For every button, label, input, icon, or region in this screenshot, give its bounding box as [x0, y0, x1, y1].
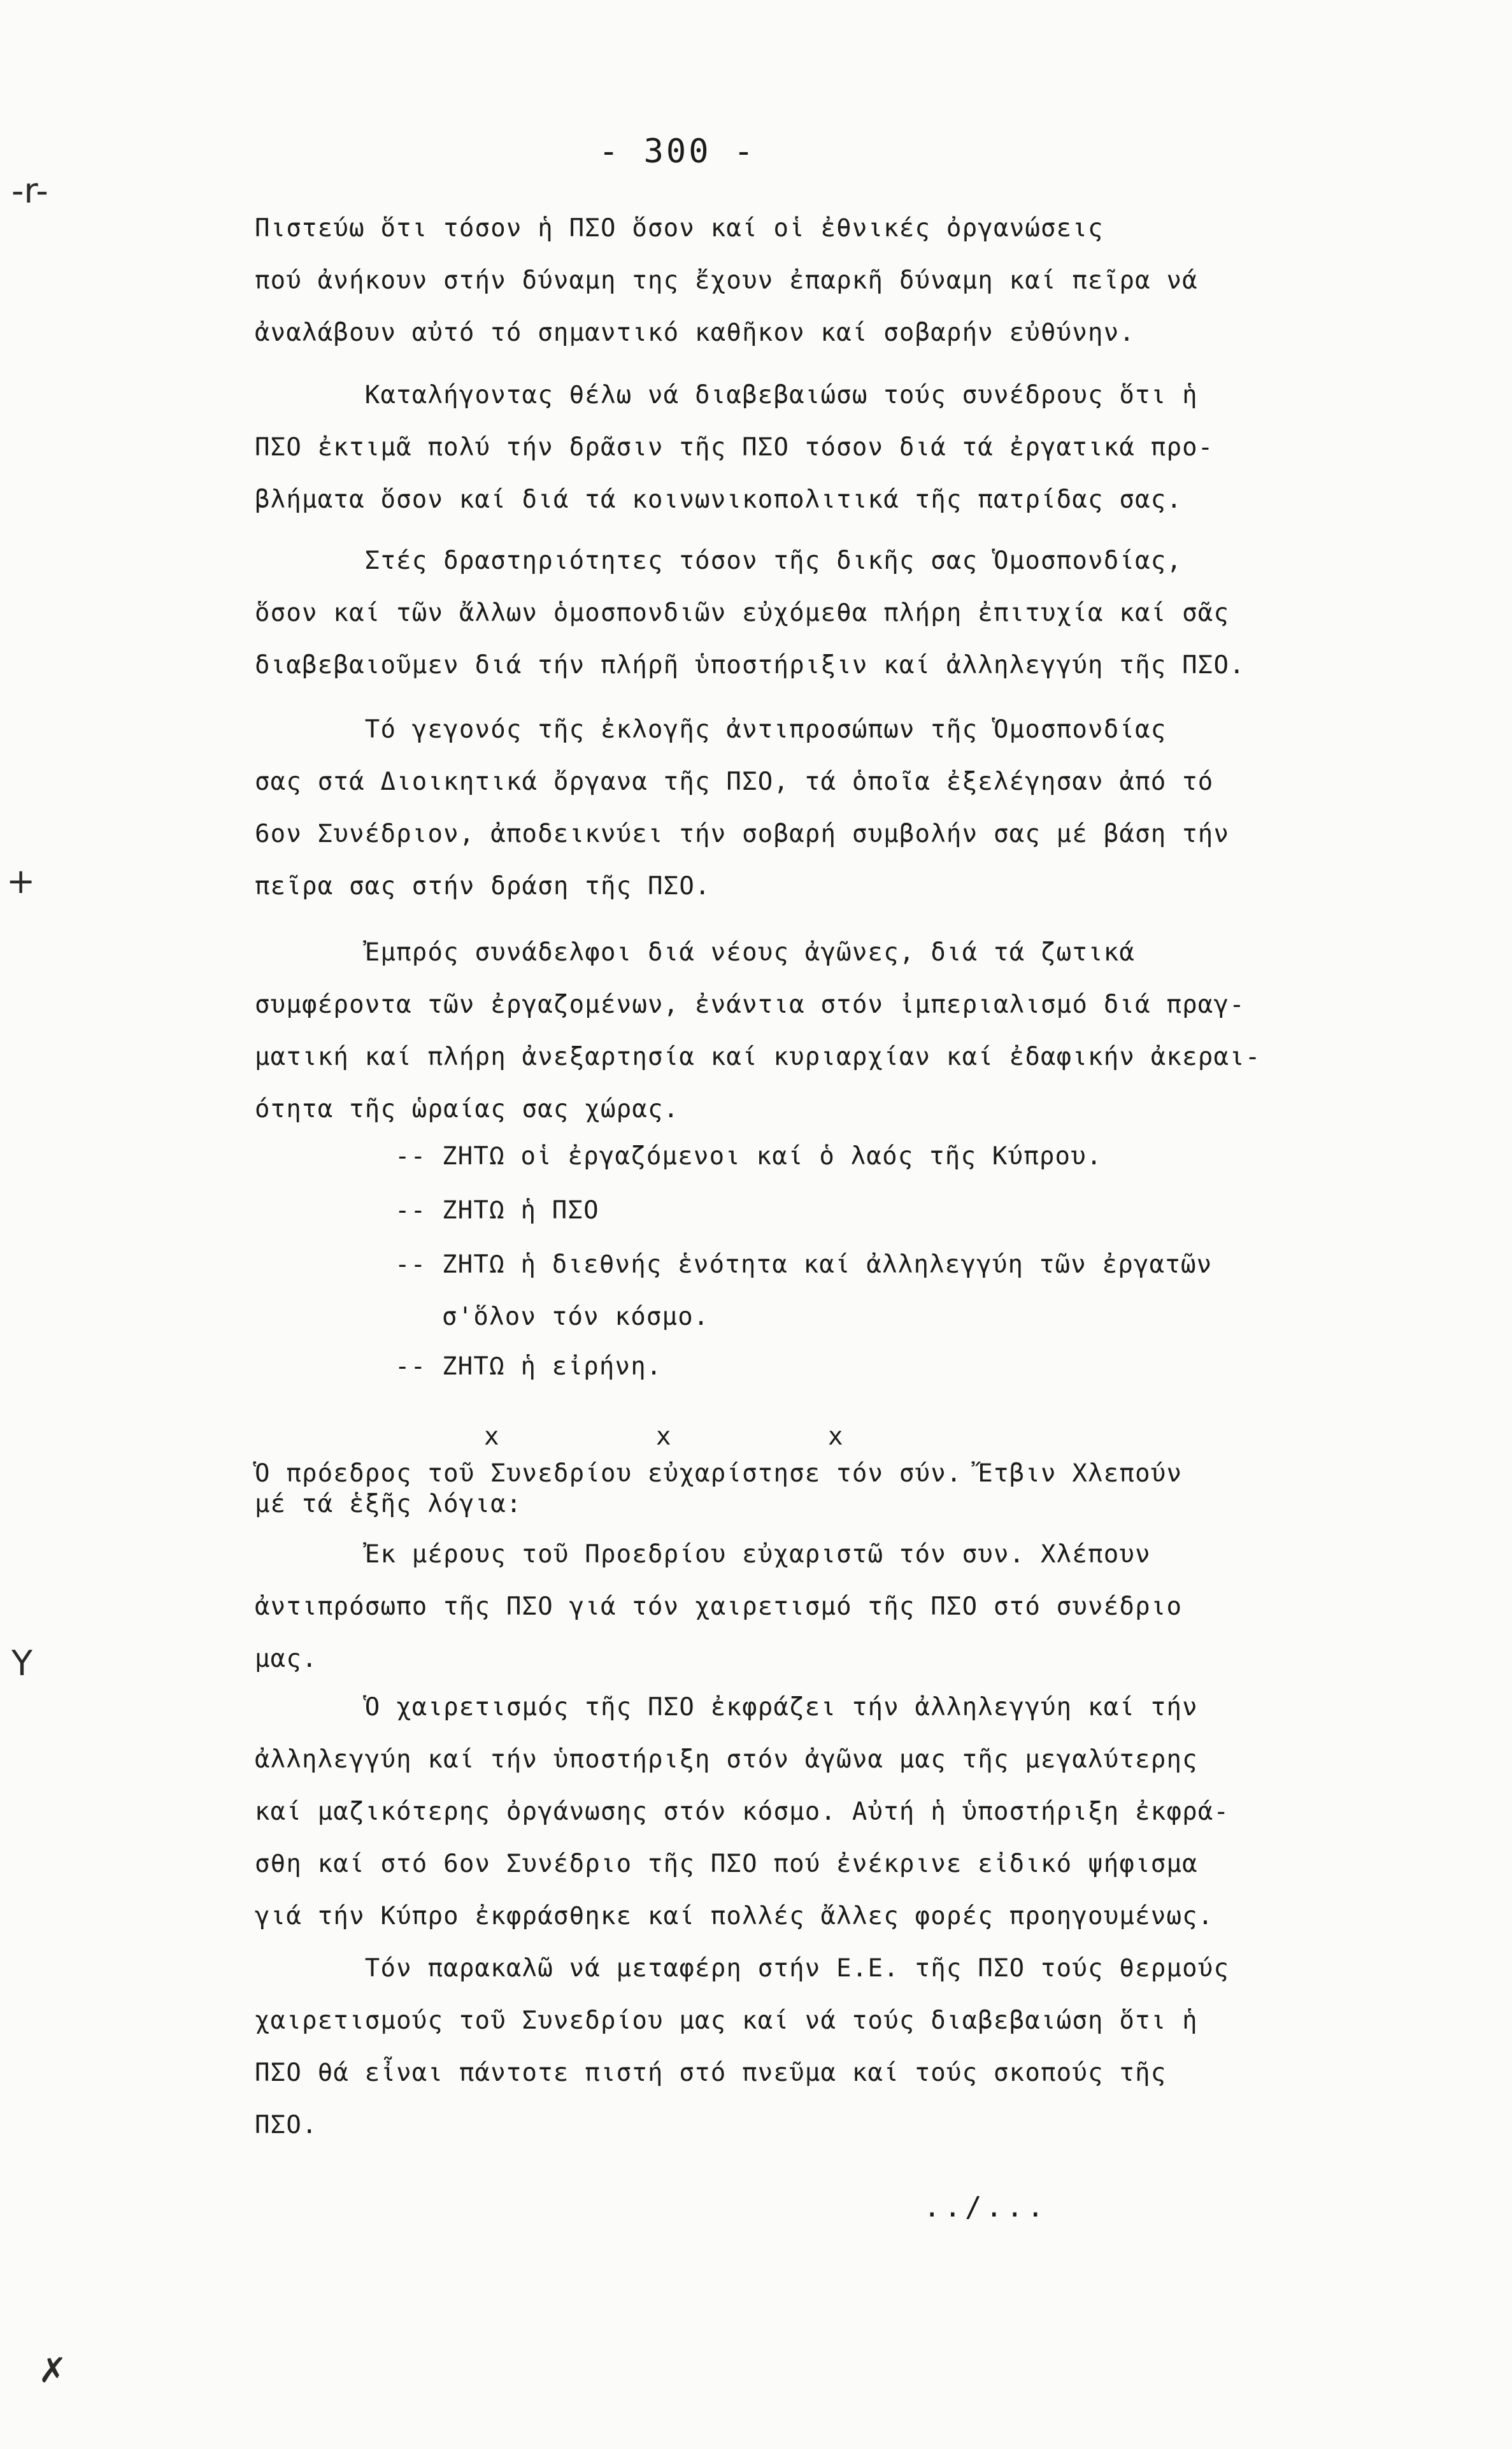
text-line: πεῖρα σας στήν δράση τῆς ΠΣΟ.: [255, 872, 711, 901]
text-line: Πιστεύω ὅτι τόσον ἡ ΠΣΟ ὅσον καί οἱ ἐθνικές ὀργανώσεις: [255, 214, 1104, 243]
text-line: ματική καί πλήρη ἀνεξαρτησία καί κυριαρχίαν καί ἐδαφικήν ἀκεραι-: [255, 1043, 1261, 1071]
text-line: ΠΣΟ.: [255, 2111, 318, 2139]
text-line: -- ΖΗΤΩ οἱ ἐργαζόμενοι καί ὁ λαός τῆς Κύπρου.: [395, 1142, 1102, 1171]
text-line: -- ΖΗΤΩ ἡ διεθνής ἑνότητα καί ἀλληλεγγύη τῶν ἐργατῶν: [395, 1250, 1213, 1279]
text-line: Ἐμπρός συνάδελφοι διά νέους ἀγῶνες, διά τά ζωτικά: [255, 938, 1136, 967]
text-line: Ὁ χαιρετισμός τῆς ΠΣΟ ἐκφράζει τήν ἀλληλεγγύη καί τήν: [255, 1693, 1198, 1722]
paragraph-7: [255, 1529, 1182, 1685]
text-line: ἀντιπρόσωπο τῆς ΠΣΟ γιά τόν χαιρετισμό τῆς ΠΣΟ στό συνέδριο: [255, 1592, 1183, 1621]
text-line: -- ΖΗΤΩ ἡ εἰρήνη.: [395, 1352, 662, 1381]
text-line: βλήματα ὅσον καί διά τά κοινωνικοπολιτικά τῆς πατρίδας σας.: [255, 485, 1183, 514]
text-line: διαβεβαιοῦμεν διά τήν πλήρῆ ὑποστήριξιν καί ἀλληλεγγύη τῆς ΠΣΟ.: [255, 651, 1245, 680]
paragraph-9: [255, 1943, 1229, 2152]
text-line: ἀλληλεγγύη καί τήν ὑποστήριξη στόν ἀγῶνα μας τῆς μεγαλύτερης: [255, 1745, 1198, 1774]
text-line: σ'ὅλον τόν κόσμο.: [395, 1303, 710, 1331]
text-line: καί μαζικότερης ὀργάνωσης στόν κόσμο. Αὐτή ἡ ὑποστήριξη ἐκφρά-: [255, 1797, 1230, 1826]
text-line: Τό γεγονός τῆς ἐκλογῆς ἀντιπροσώπων τῆς Ὁμοσπονδίας: [255, 715, 1167, 744]
slogan-item: [395, 1185, 599, 1237]
separator-mark: x: [828, 1422, 843, 1451]
text-line: σας στά Διοικητικά ὄργανα τῆς ΠΣΟ, τά ὁποῖα ἐξελέγησαν ἀπό τό: [255, 768, 1214, 796]
text-line: Στές δραστηριότητες τόσον τῆς δικῆς σας Ὁμοσπονδίας,: [255, 546, 1183, 575]
text-line: μας.: [255, 1645, 318, 1673]
text-line: ΠΣΟ ἐκτιμᾶ πολύ τήν δρᾶσιν τῆς ΠΣΟ τόσον διά τά ἐργατικά προ-: [255, 433, 1214, 462]
paragraph-1: [255, 203, 1198, 359]
page-number: - 300 -: [599, 132, 757, 171]
paragraph-3: [255, 535, 1245, 692]
paragraph-6: [255, 1459, 1182, 1520]
text-line: 6ον Συνέδριον, ἀποδεικνύει τήν σοβαρή συμβολήν σας μέ βάση τήν: [255, 820, 1230, 848]
separator-mark: x: [484, 1422, 499, 1451]
text-line: πού ἀνήκουν στήν δύναμη της ἔχουν ἐπαρκῆ δύναμη καί πεῖρα νά: [255, 266, 1198, 295]
continuation-mark: ../...: [924, 2191, 1048, 2224]
text-line: σθη καί στό 6ον Συνέδριο τῆς ΠΣΟ πού ἐνέκρινε εἰδικό ψήφισμα: [255, 1850, 1198, 1878]
section-separator: [484, 1411, 1000, 1463]
text-line: ΠΣΟ θά εἶναι πάντοτε πιστή στό πνεῦμα καί τούς σκοπούς τῆς: [255, 2059, 1167, 2087]
paragraph-2: [255, 369, 1213, 526]
margin-mark: -r-: [11, 171, 48, 211]
margin-mark: Y: [11, 1643, 32, 1683]
paragraph-4: [255, 704, 1229, 913]
text-line: γιά τήν Κύπρο ἐκφράσθηκε καί πολλές ἄλλες φορές προηγουμένως.: [255, 1902, 1214, 1931]
text-line: χαιρετισμούς τοῦ Συνεδρίου μας καί νά τούς διαβεβαιώση ὅτι ἡ: [255, 2006, 1198, 2035]
margin-mark: ✗: [38, 2350, 68, 2390]
slogan-item: [395, 1131, 1102, 1183]
paragraph-5: [255, 927, 1261, 1136]
text-line: ἀναλάβουν αὐτό τό σημαντικό καθῆκον καί σοβαρήν εὐθύνην.: [255, 318, 1136, 347]
separator-mark: x: [656, 1422, 671, 1451]
text-line: Ἐκ μέρους τοῦ Προεδρίου εὐχαριστῶ τόν συν. Χλέπουν: [255, 1540, 1151, 1569]
text-line: Ὁ πρόεδρος τοῦ Συνεδρίου εὐχαρίστησε τόν σύν. Ἔτβιν Χλεπούν: [255, 1459, 1183, 1488]
text-line: Τόν παρακαλῶ νά μεταφέρη στήν Ε.Ε. τῆς ΠΣΟ τούς θερμούς: [255, 1954, 1230, 1983]
slogan-item: [395, 1239, 1212, 1343]
slogan-item: [395, 1341, 662, 1393]
text-line: συμφέροντα τῶν ἐργαζομένων, ἐνάντια στόν ἰμπεριαλισμό διά πραγ-: [255, 990, 1245, 1019]
paragraph-8: [255, 1681, 1229, 1943]
text-line: Καταλήγοντας θέλω νά διαβεβαιώσω τούς συνέδρους ὅτι ἡ: [255, 381, 1198, 410]
text-line: μέ τά ἑξῆς λόγια:: [255, 1490, 522, 1518]
text-line: -- ΖΗΤΩ ἡ ΠΣΟ: [395, 1196, 599, 1225]
text-line: ὅσον καί τῶν ἄλλων ὁμοσπονδιῶν εὐχόμεθα πλήρη ἐπιτυχία καί σᾶς: [255, 599, 1230, 627]
margin-mark: +: [6, 861, 36, 901]
text-line: ότητα τῆς ὡραίας σας χώρας.: [255, 1095, 680, 1124]
